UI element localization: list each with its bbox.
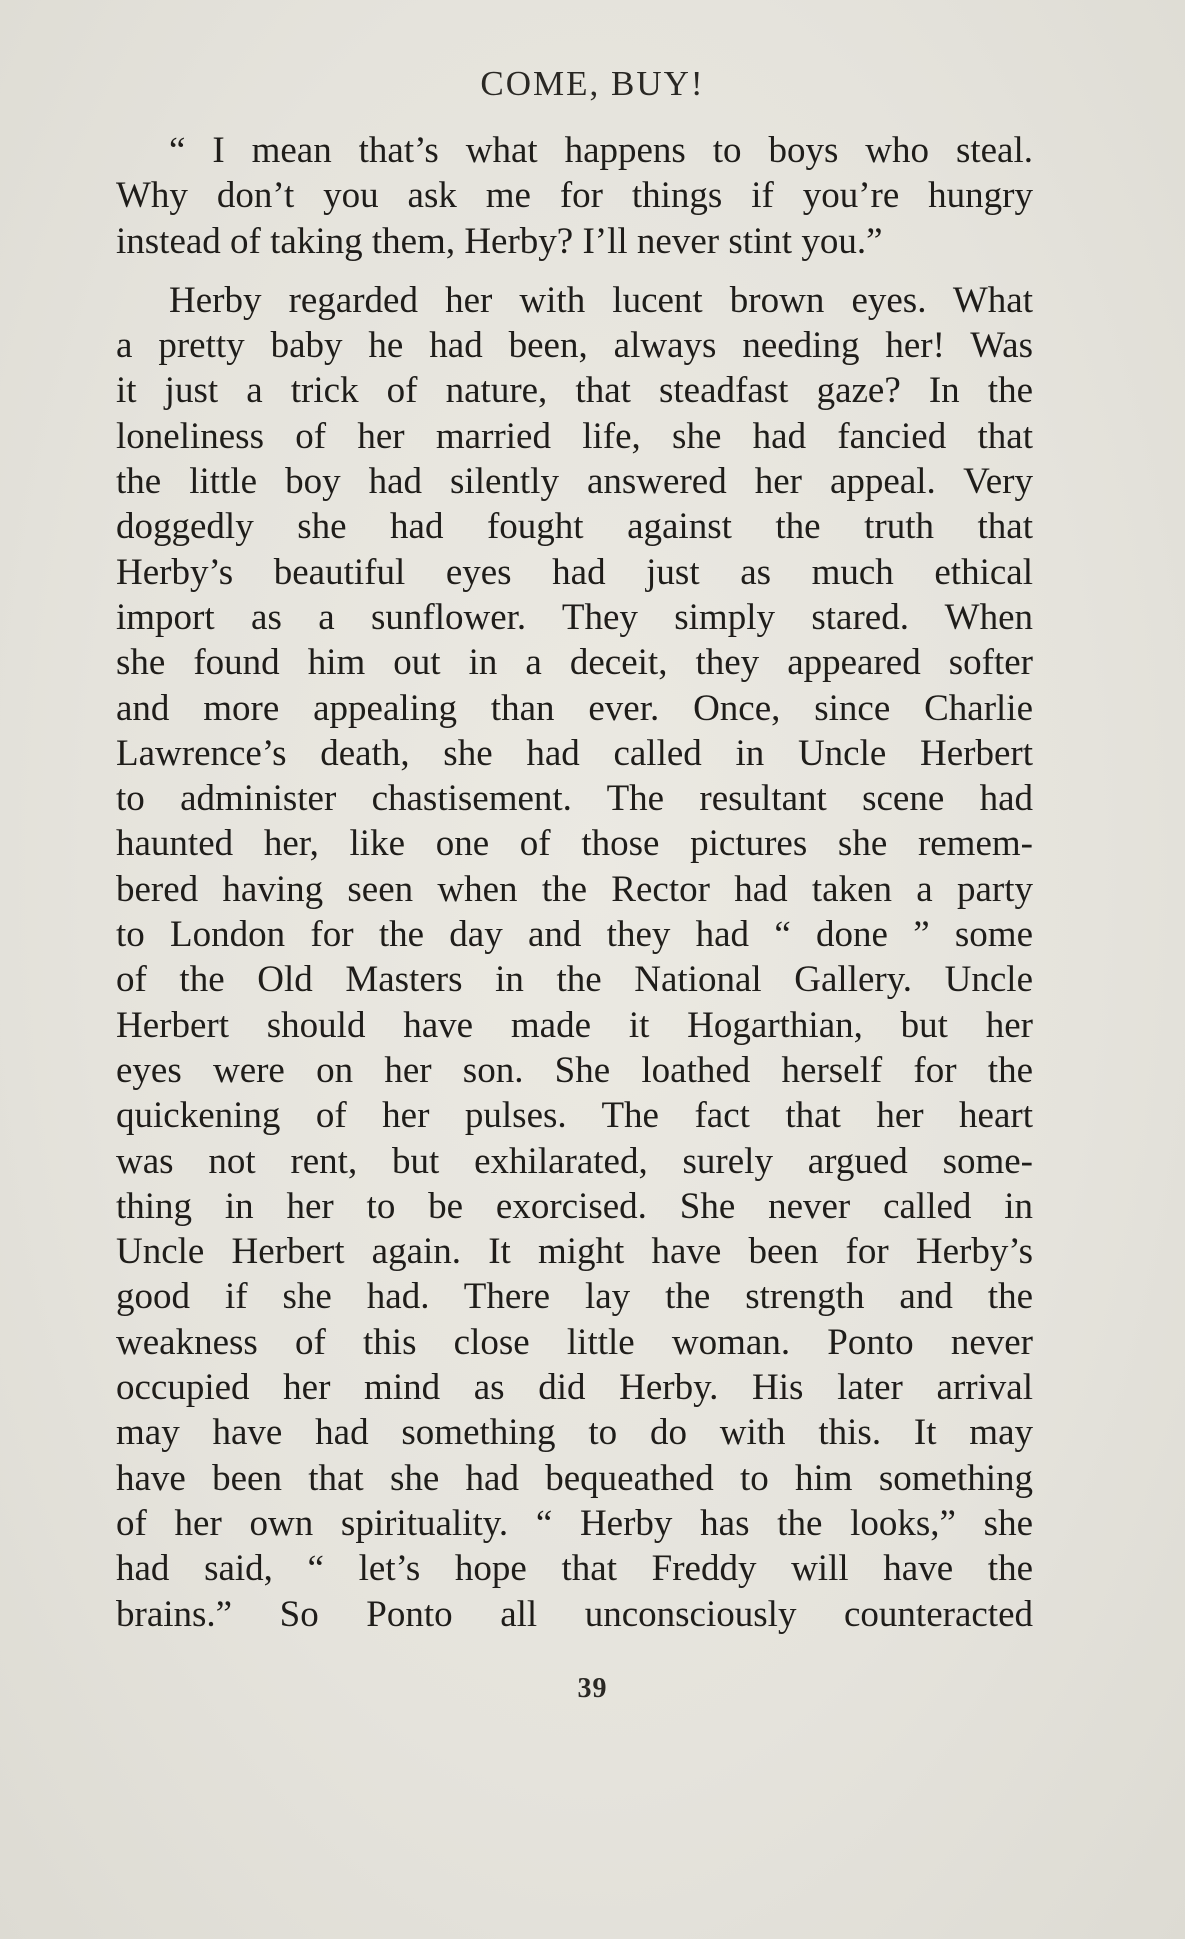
text-line: bered having seen when the Rector had taken a party (116, 868, 1033, 910)
text-line: brains.” So Ponto all unconsciously counteracted (116, 1593, 1033, 1635)
text-line: it just a trick of nature, that steadfast gaze? In the (116, 370, 1033, 412)
text-line: instead of taking them, Herby? I’ll never stint you.” (116, 220, 883, 262)
text-line: loneliness of her married life, she had fancied that (116, 415, 1033, 457)
paragraph-2 (59, 278, 1033, 1637)
paragraph-1 (59, 128, 1033, 264)
text-line: occupied her mind as did Herby. His later arrival (116, 1367, 1033, 1409)
text-line: the little boy had silently answered her appeal. Very (116, 461, 1033, 503)
text-line: she found him out in a deceit, they appeared softer (116, 642, 1033, 684)
text-line: and more appealing than ever. Once, since Charlie (116, 687, 1033, 729)
text-line: of the Old Masters in the National Gallery. Uncle (116, 959, 1033, 1001)
text-line: doggedly she had fought against the truth that (116, 506, 1033, 548)
text-line: of her own spirituality. “ Herby has the looks,” she (116, 1502, 1033, 1544)
text-line: Lawrence’s death, she had called in Uncle Herbert (116, 732, 1033, 774)
text-line: good if she had. There lay the strength and the (116, 1276, 1033, 1318)
text-line: weakness of this close little woman. Ponto never (116, 1321, 1033, 1363)
text-line: Uncle Herbert again. It might have been for Herby’s (116, 1231, 1033, 1273)
text-line: Herby’s beautiful eyes had just as much ethical (116, 551, 1033, 593)
text-line: a pretty baby he had been, always needing her! Was (116, 325, 1033, 367)
page-number: 39 (577, 1673, 608, 1704)
text-line: Why don’t you ask me for things if you’re hungry (116, 175, 1033, 217)
text-line: Herby regarded her with lucent brown eyes. What (169, 279, 1033, 321)
text-line: quickening of her pulses. The fact that her heart (116, 1095, 1033, 1137)
running-head: COME, BUY! (480, 64, 705, 103)
text-line: may have had something to do with this. It may (116, 1412, 1033, 1454)
text-line: to London for the day and they had “ done ” some (116, 914, 1033, 956)
text-line: Herbert should have made it Hogarthian, but her (116, 1004, 1033, 1046)
text-line: was not rent, but exhilarated, surely argued some- (116, 1140, 1033, 1182)
text-line: eyes were on her son. She loathed herself for the (116, 1049, 1033, 1091)
body-text (59, 128, 1033, 1637)
text-line: haunted her, like one of those pictures she remem- (116, 823, 1033, 865)
text-line: “ I mean that’s what happens to boys who steal. (169, 130, 1033, 171)
text-line: have been that she had bequeathed to him something (116, 1457, 1033, 1499)
text-line: had said, “ let’s hope that Freddy will have the (116, 1548, 1033, 1590)
text-line: thing in her to be exorcised. She never called in (116, 1185, 1033, 1227)
text-line: to administer chastisement. The resultant scene had (116, 778, 1033, 820)
text-line: import as a sunflower. They simply stared. When (116, 596, 1033, 638)
